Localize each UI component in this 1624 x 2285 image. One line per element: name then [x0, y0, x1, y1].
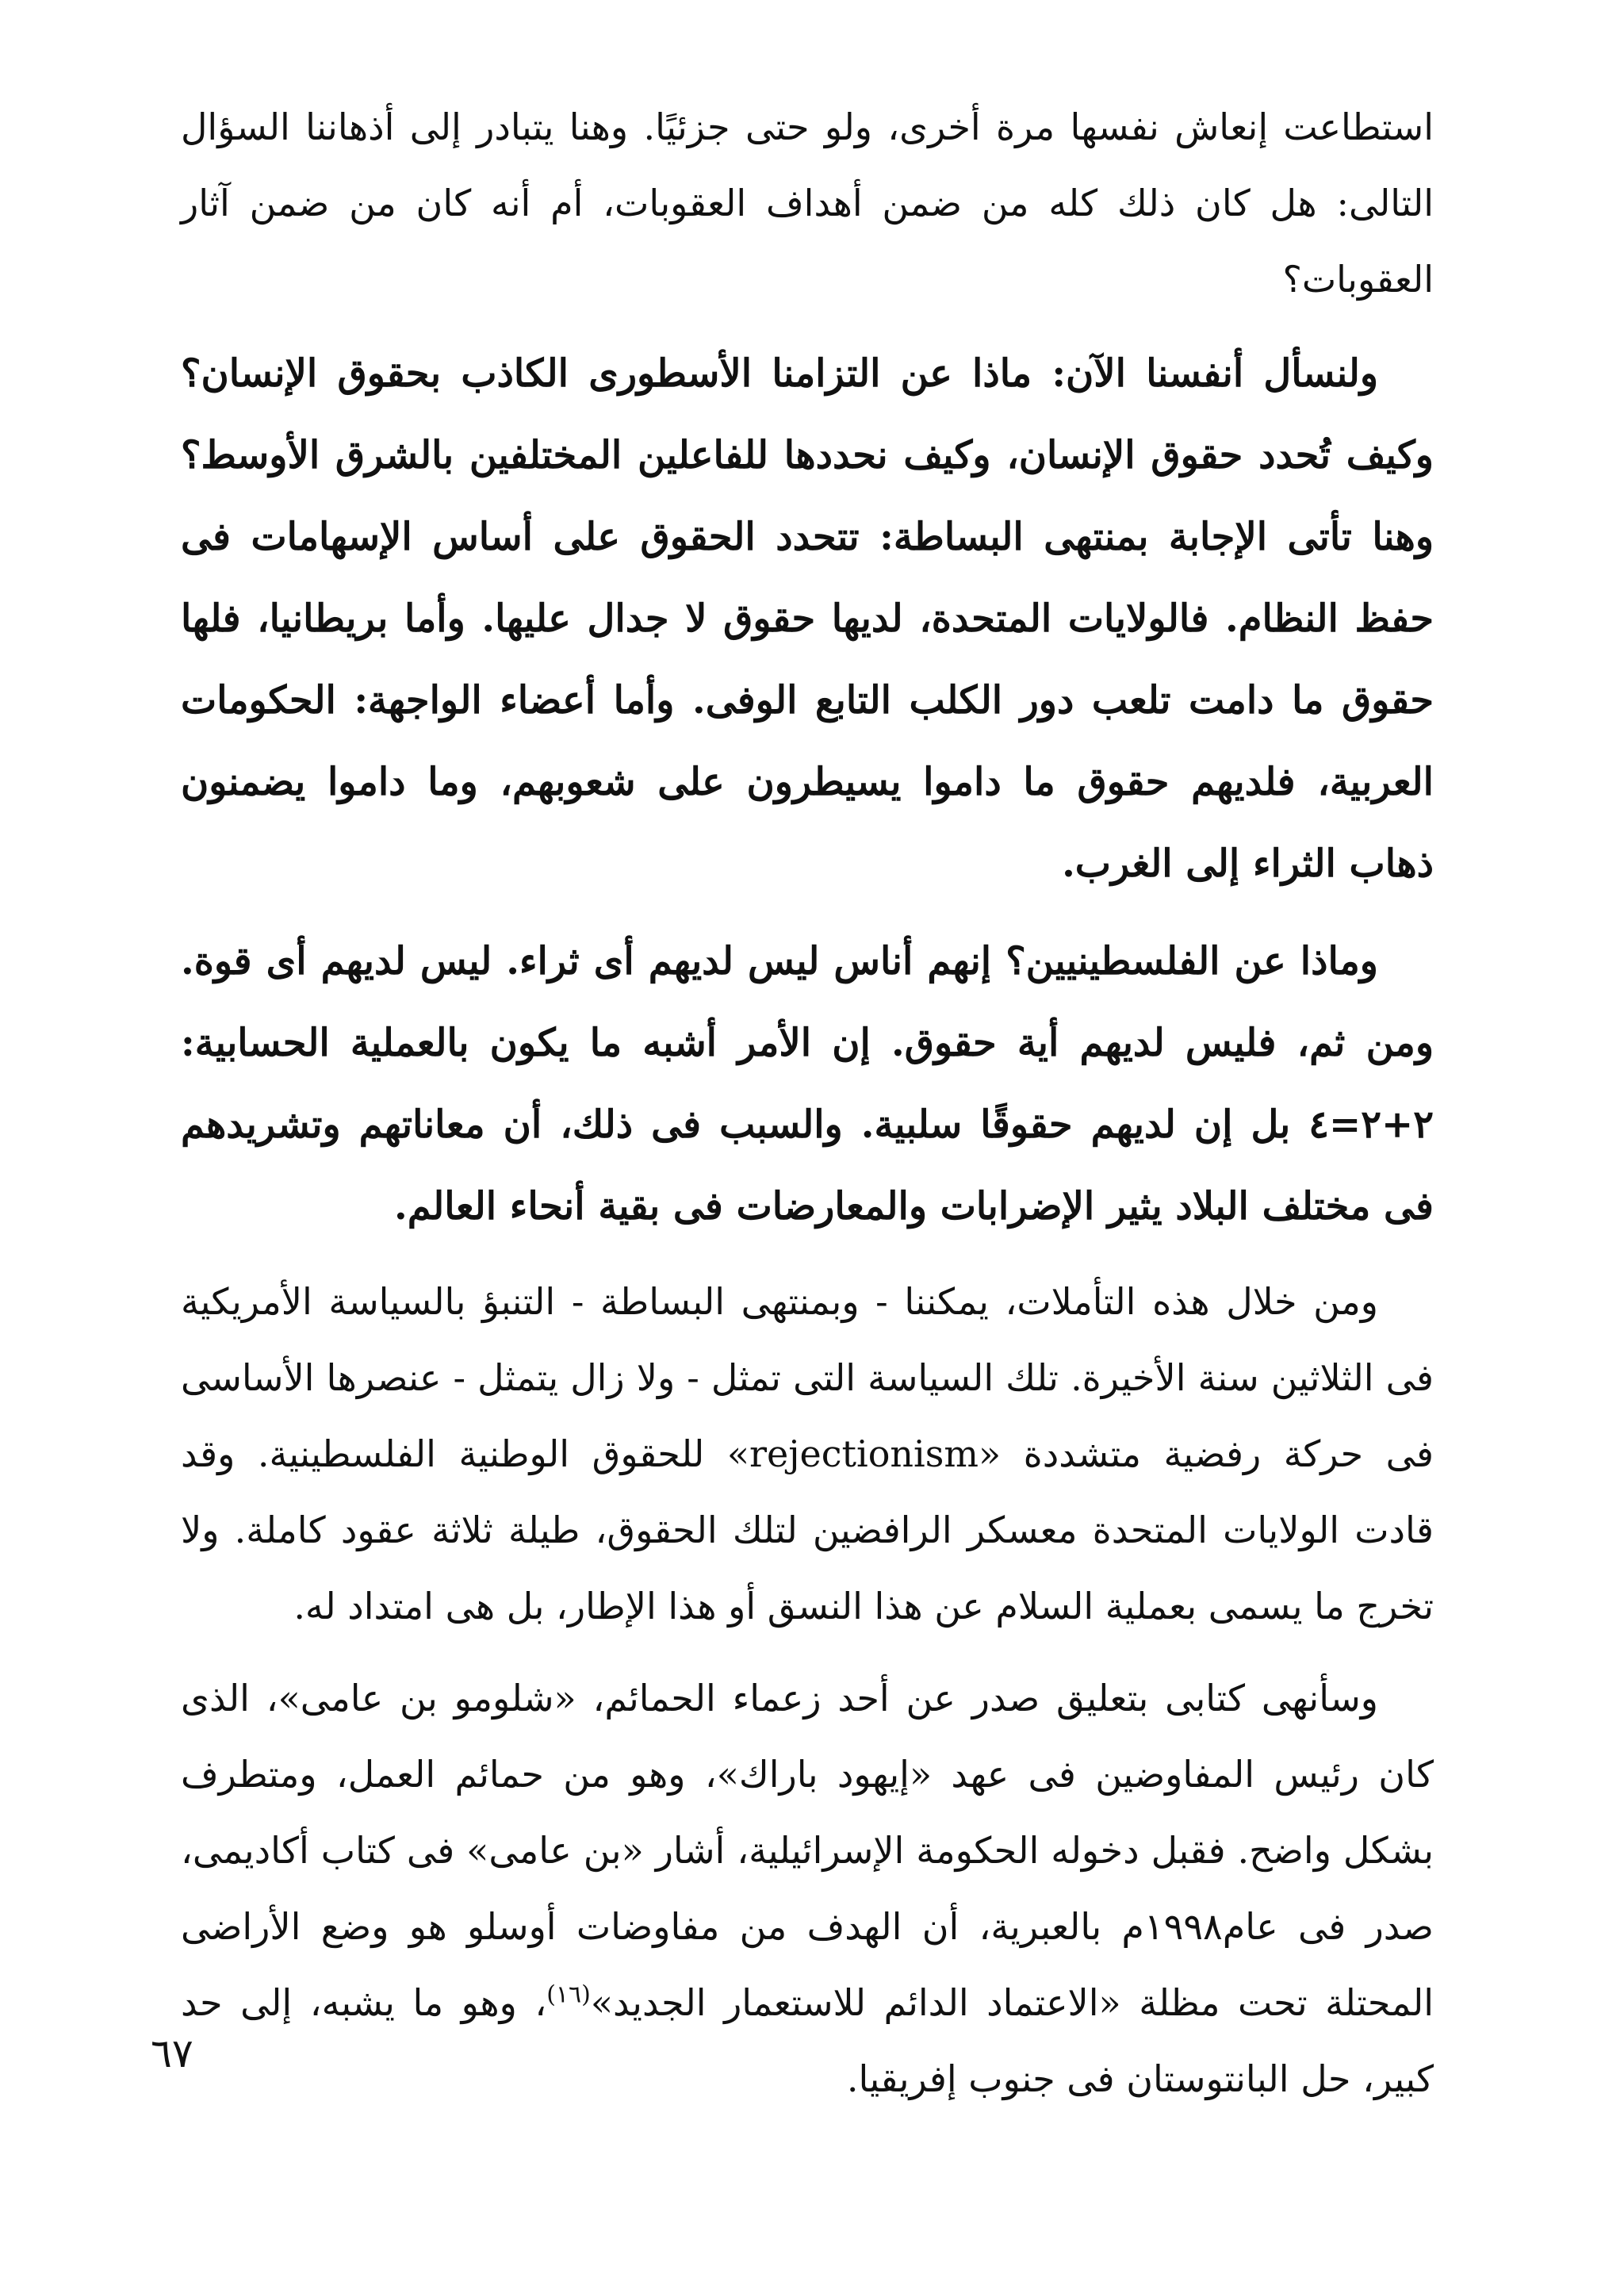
paragraph-text: ولنسأل أنفسنا الآن: ماذا عن التزامنا الأسطورى الكاذب بحقوق الإنسان؟ وكيف تُحدد حقوق الإنسان، وكيف نحددها للفاعلين المختلفين بالشرق الأوسط؟ وهنا تأتى الإجابة بمنتهى البساطة: تتحدد الحقوق على أساس الإسهامات فى حفظ النظام. فالولايات المتحدة، لديها حقوق لا جدال عليها. وأما بريطانيا، فلها حقوق ما دامت تلعب دور الكلب التابع الوفى. وأما أعضاء الواجهة: الحكومات العربية، فلديهم حقوق ما داموا يسيطرون على شعوبهم، وما داموا يضمنون ذهاب الثراء إلى الغرب.: [181, 351, 1434, 886]
paragraph-gap: [181, 1248, 1434, 1263]
paragraph-gap: [181, 317, 1434, 333]
page-number: ٦٧: [151, 2030, 193, 2076]
paragraph-gap: [181, 905, 1434, 921]
footnote-reference[interactable]: (١٦): [546, 1980, 591, 2009]
paragraph-ben-ami: [181, 1660, 1434, 2117]
paragraph-text: [181, 1660, 1434, 2117]
body-text: [181, 89, 1434, 2117]
paragraph-american-policy: [181, 1263, 1434, 1644]
paragraph-gap: [181, 1644, 1434, 1660]
paragraph-human-rights: [181, 333, 1434, 905]
paragraph-palestinians: [181, 921, 1434, 1248]
paragraph-text: استطاعت إنعاش نفسها مرة أخرى، ولو حتى جزئيًا. وهنا يتبادر إلى أذهاننا السؤال التالى: هل كان ذلك كله من ضمن أهداف العقوبات، أم أنه كان من ضمن آثار العقوبات؟: [181, 105, 1434, 301]
paragraph-sanctions-question: [181, 89, 1434, 317]
paragraph-text: ومن خلال هذه التأملات، يمكننا - وبمنتهى البساطة - التنبؤ بالسياسة الأمريكية فى الثلاثين سنة الأخيرة. تلك السياسة التى تمثل - ولا زال يتمثل - عنصرها الأساسى فى حركة رفضية متشددة «rejectionism» للحقوق الوطنية الفلسطينية. وقد قادت الولايات المتحدة معسكر الرافضين لتلك الحقوق، طيلة ثلاثة عقود كاملة. ولا تخرج ما يسمى بعملية السلام عن هذا النسق أو هذا الإطار، بل هى امتداد له.: [181, 1280, 1434, 1627]
paragraph-text-after-footnote: ، وهو ما يشبه، إلى حد كبير، حل البانتوستان فى جنوب إفريقيا.: [181, 1981, 1434, 2100]
paragraph-text-before-footnote: وسأنهى كتابى بتعليق صدر عن أحد زعماء الحمائم، «شلومو بن عامى»، الذى كان رئيس المفاوضين فى عهد «إيهود باراك»، وهو من حمائم العمل، ومتطرف بشكل واضح. فقبل دخوله الحكومة الإسرائيلية، أشار «بن عامى» فى كتاب أكاديمى، صدر فى عام١٩٩٨م بالعبرية، أن الهدف من مفاوضات أوسلو هو وضع الأراضى المحتلة تحت مظلة «الاعتماد الدائم للاستعمار الجديد»: [181, 1677, 1434, 2024]
paragraph-text: وماذا عن الفلسطينيين؟ إنهم أناس ليس لديهم أى ثراء. ليس لديهم أى قوة. ومن ثم، فليس لديهم أية حقوق. إن الأمر أشبه ما يكون بالعملية الحسابية: ٢+٢=٤ بل إن لديهم حقوقًا سلبية. والسبب فى ذلك، أن معاناتهم وتشريدهم فى مختلف البلاد يثير الإضرابات والمعارضات فى بقية أنحاء العالم.: [181, 939, 1434, 1229]
